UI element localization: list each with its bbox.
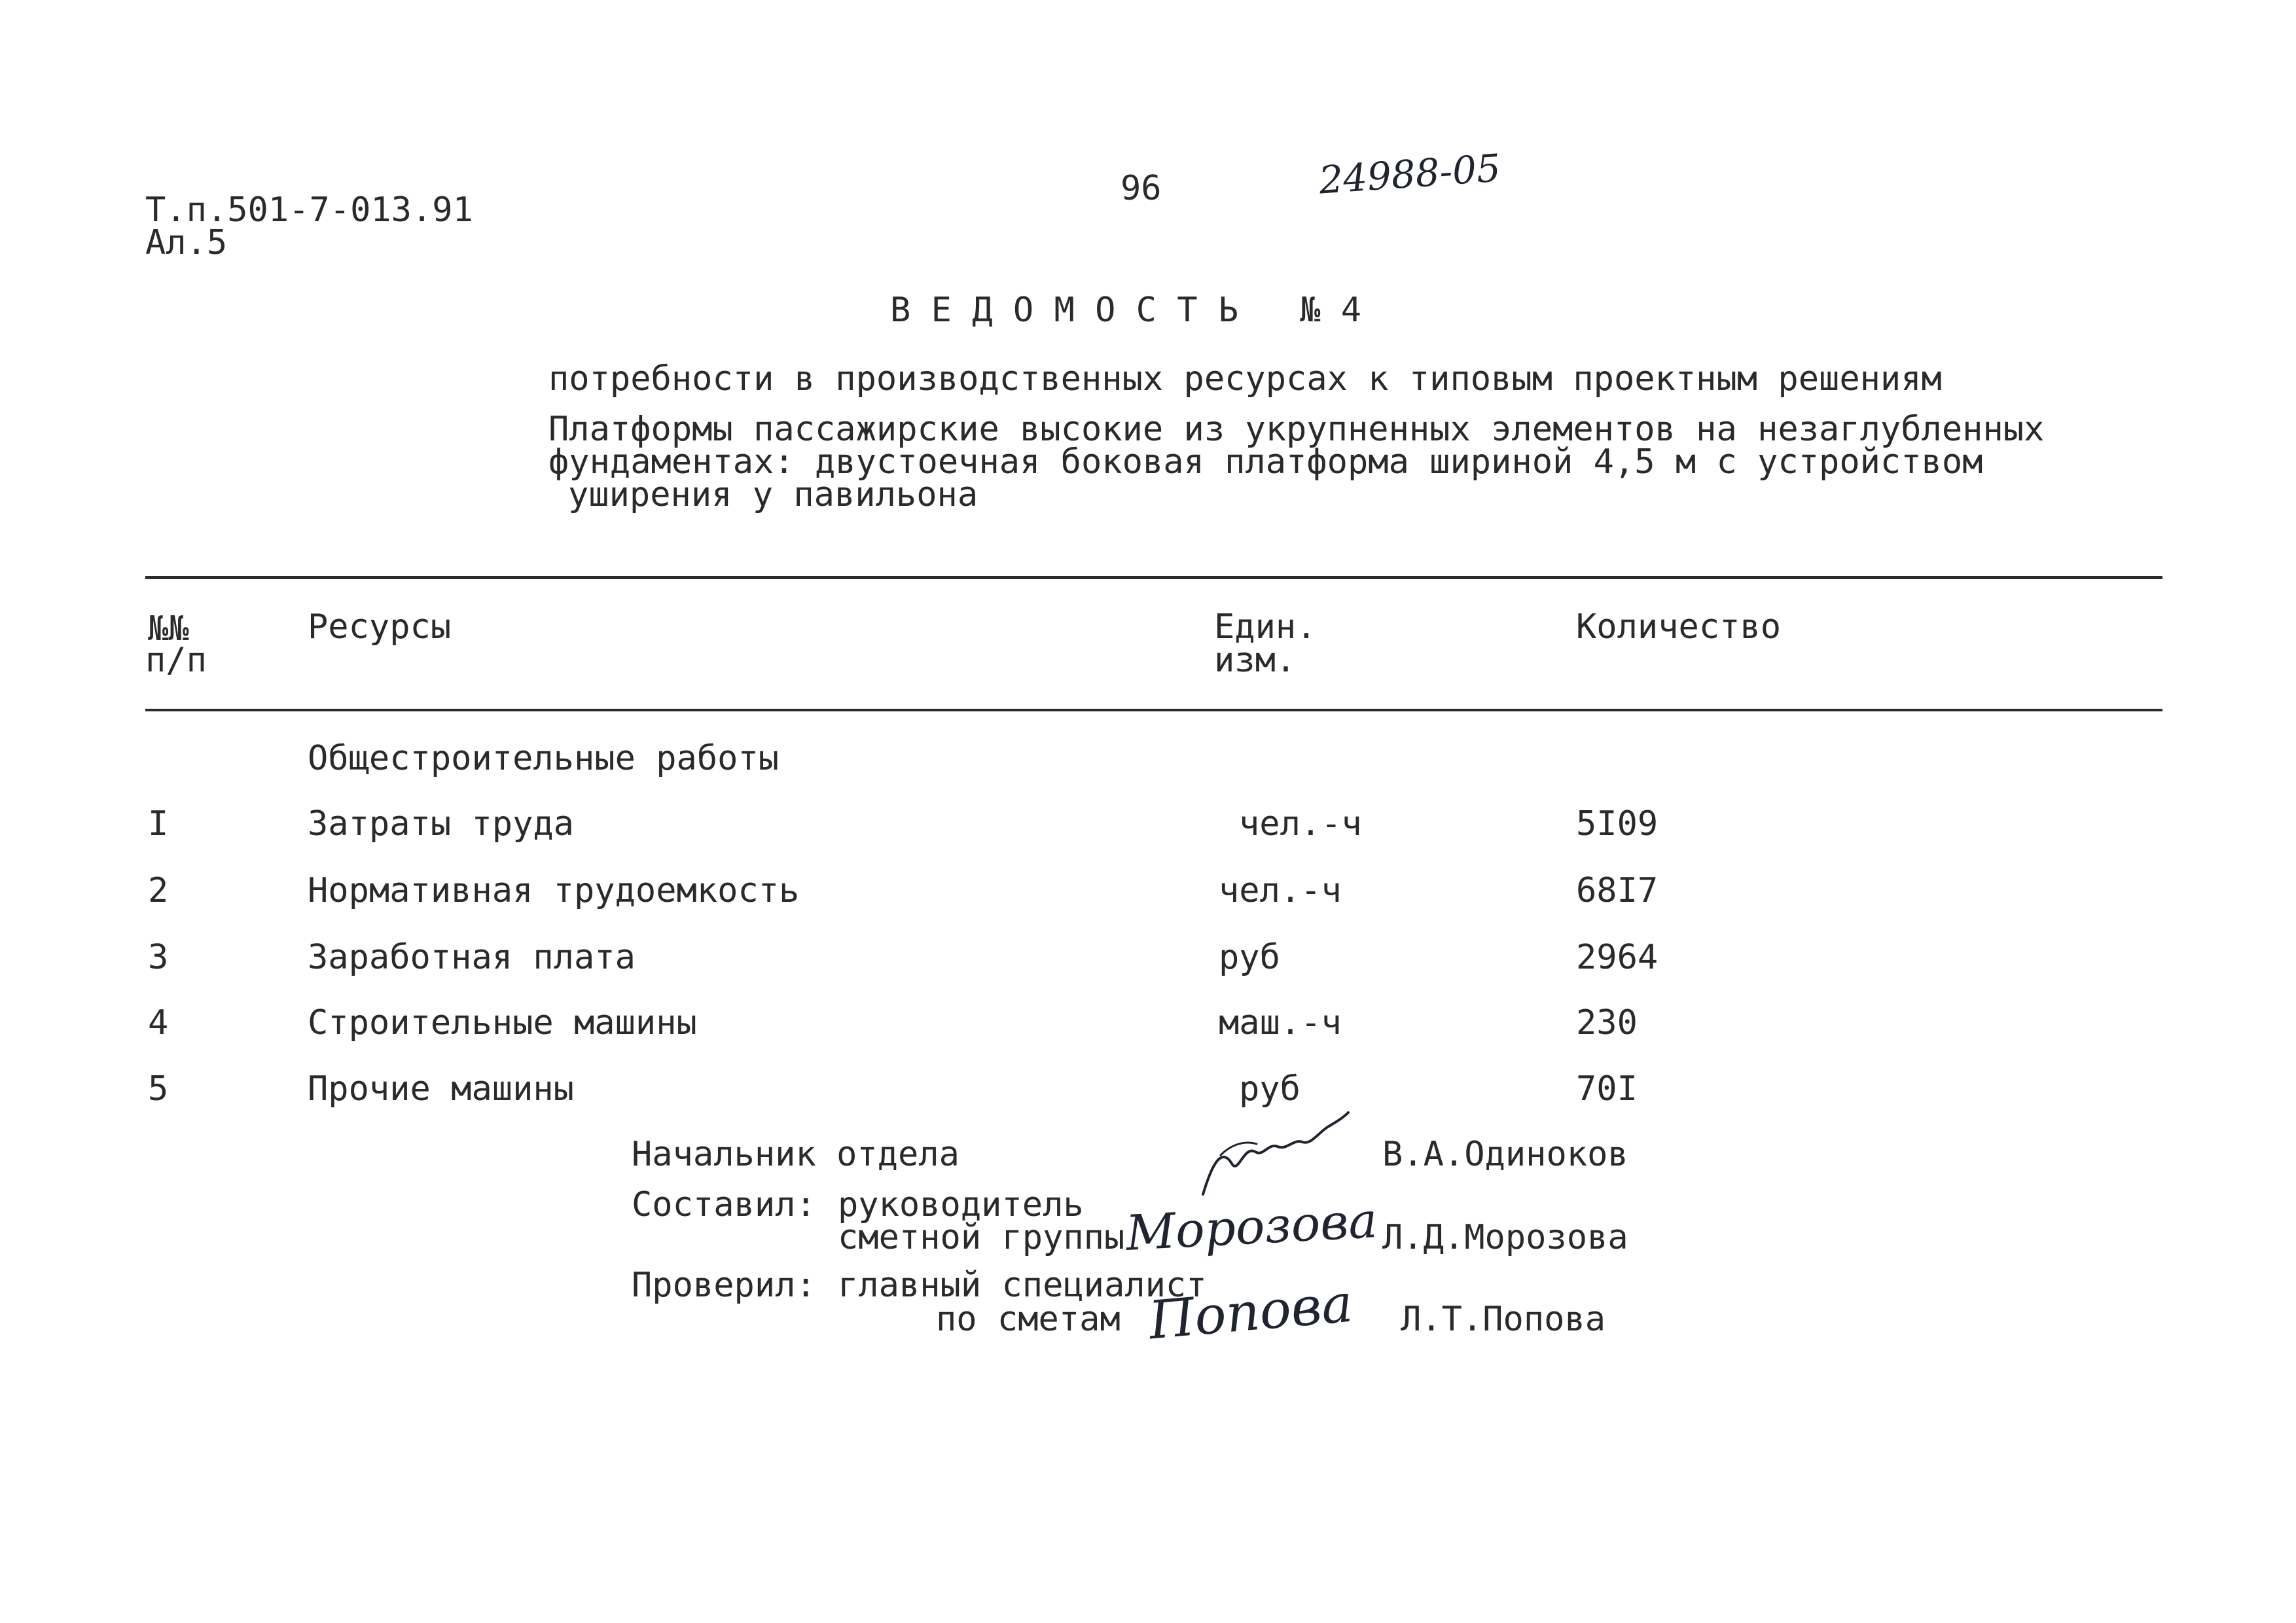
handwritten-archive-number: 24988-05 xyxy=(1317,145,1502,203)
table-row-quantity: 70I xyxy=(1576,1069,1638,1109)
checked-role-line1: главный специалист xyxy=(838,1266,1207,1305)
head-of-department-name: В.А.Одиноков xyxy=(1382,1135,1628,1174)
page-number: 96 xyxy=(1121,169,1162,208)
header-unit-line1: Един. xyxy=(1214,607,1317,647)
table-row-unit: чел.-ч xyxy=(1219,871,1342,910)
table-header-rule xyxy=(145,709,2162,711)
checked-by-label: Проверил: xyxy=(632,1266,816,1305)
header-resources: Ресурсы xyxy=(308,607,452,647)
table-row-quantity: 2964 xyxy=(1576,938,1659,977)
compiled-role-line2: сметной группы xyxy=(838,1218,1125,1257)
table-row-resource: Нормативная трудоемкость xyxy=(308,871,800,910)
statement-subtitle: потребности в производственных ресурсах к типовым проектным решениям xyxy=(548,359,1942,399)
compiled-role-line1: руководитель xyxy=(838,1185,1084,1224)
table-row-quantity: 5I09 xyxy=(1576,804,1659,844)
section-title: Общестроительные работы xyxy=(308,739,780,778)
checked-role-line2: по сметам xyxy=(936,1300,1121,1339)
table-row-unit: руб xyxy=(1219,938,1280,977)
table-row-unit: руб xyxy=(1239,1069,1300,1109)
table-row-resource: Прочие машины xyxy=(308,1069,574,1109)
header-number-line2: п/п xyxy=(145,641,207,680)
checked-by-name: Л.Т.Попова xyxy=(1401,1300,1606,1339)
table-row-quantity: 68I7 xyxy=(1576,871,1659,910)
compiled-signature: Морозова xyxy=(1124,1192,1379,1262)
document-code: Т.п.501-7-013.91 xyxy=(145,190,473,230)
compiled-by-label: Составил: xyxy=(632,1185,816,1224)
description-line-2: фундаментах: двустоечная боковая платформа шириной 4,5 м с устройством xyxy=(548,442,1983,482)
table-row-resource: Затраты труда xyxy=(308,804,574,844)
album-number: Ал.5 xyxy=(145,223,228,262)
head-of-department-label: Начальник отдела xyxy=(632,1135,960,1174)
table-top-rule xyxy=(145,576,2162,579)
statement-heading: В Е Д О М О С Т Ь № 4 xyxy=(890,291,1362,330)
checked-signature: Попова xyxy=(1146,1272,1355,1351)
table-row-quantity: 230 xyxy=(1576,1003,1638,1043)
header-unit-line2: изм. xyxy=(1214,641,1297,680)
header-number-line1: №№ xyxy=(148,609,189,649)
table-row-number: 3 xyxy=(148,938,169,977)
table-row-unit: чел.-ч xyxy=(1239,804,1362,844)
table-row-number: I xyxy=(148,804,169,844)
description-line-1: Платформы пассажирские высокие из укрупненных элементов на незаглубленных xyxy=(548,410,2045,449)
table-row-number: 2 xyxy=(148,871,169,910)
table-row-number: 5 xyxy=(148,1069,169,1109)
table-row-resource: Заработная плата xyxy=(308,938,636,977)
header-quantity: Количество xyxy=(1576,607,1782,647)
head-signature xyxy=(1191,1106,1361,1204)
table-row-number: 4 xyxy=(148,1003,169,1043)
table-row-unit: маш.-ч xyxy=(1219,1003,1342,1043)
compiled-by-name: Л.Д.Морозова xyxy=(1382,1218,1628,1257)
table-row-resource: Строительные машины xyxy=(308,1003,697,1043)
description-line-3: уширения у павильона xyxy=(568,475,978,514)
